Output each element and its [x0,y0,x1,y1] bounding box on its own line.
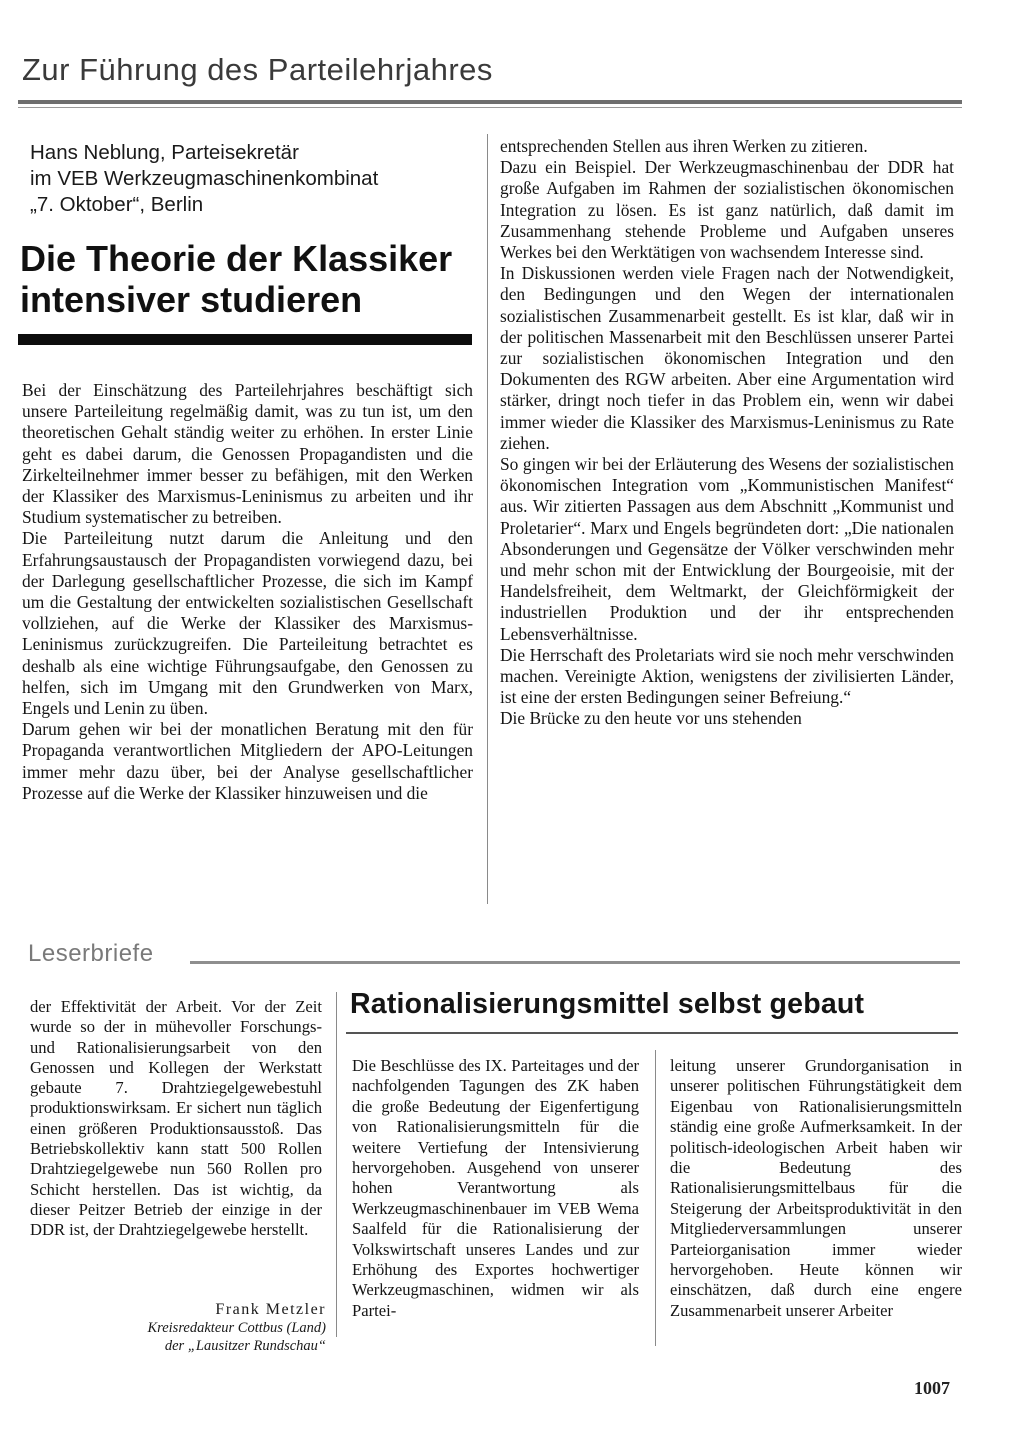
rationalisierung-column-2: leitung unserer Grundorganisation in unserer politischen Führungstätigkeit dem Eigenbau von Rationalisierungsmitteln ständig eine große Aufmerksamkeit. In der politisch-ideologischen Arbeit haben wir die Bedeutung des Rationalisierungsmittelbaus für die Steigerung der Arbeitsproduktivität in den Mitgliederversammlungen unserer Parteiorganisation immer wieder hervorgehoben. Heute können wir einschätzen, daß durch eine engere Zusammenarbeit unserer Arbeiter [670,1056,962,1320]
paragraph: Dazu ein Beispiel. Der Werkzeugmaschinenbau der DDR hat große Aufgaben im Rahmen der sozialistischen ökonomischen Integration zu lösen. Es ist ganz natürlich, daß damit im Zusammenhang stehende Probleme und Aufgaben unseres Werkes bei den Werktätigen von wachsendem Interesse sind. [500,157,954,263]
letter-divider [336,992,337,1337]
paragraph: Bei der Einschätzung des Parteilehrjahres beschäftigt sich unsere Parteileitung regelmäßig damit, was zu tun ist, um den theoretischen Gehalt ständig weiter zu erhöhen. In erster Linie geht es dabei darum, die Genossen Propagandisten und die Zirkelteilnehmer immer besser zu befähigen, mit den Werken der Klassiker des Marxismus-Leninismus zu arbeiten und ihr Studium systematischer zu betreiben. [22,380,473,528]
article-column-right [500,136,954,730]
byline-line-1: Hans Neblung, Parteisekretär [30,141,299,164]
paragraph: Darum gehen wir bei der monatlichen Beratung mit den für Propaganda verantwortlichen Mitgliedern der APO-Leitungen immer mehr dazu über, bei der Analyse gesellschaftlicher Prozesse auf die Werke der Klassiker hinzuweisen und die [22,719,473,803]
headline-bar [18,334,472,345]
paragraph: So gingen wir bei der Erläuterung des Wesens der sozialistischen ökonomischen Integration vom „Kommunistischen Manifest“ aus. Wir zitierten Passagen aus dem Abschnitt „Kommunist und Proletarier“. Marx und Engels begründeten dort: „Die nationalen Absonderungen und Gegensätze der Völker verschwinden mehr und mehr schon mit der Entwicklung der Bourgeoisie, mit der Handelsfreiheit, dem Weltmarkt, der Gleichförmigkeit der industriellen Produktion und der ihr entsprechenden Lebensverhältnisse. [500,454,954,644]
byline-line-2: im VEB Werkzeugmaschinenkombinat [30,167,379,190]
signature-role-line-2: der „Lausitzer Rundschau“ [164,1338,326,1354]
byline-line-3: „7. Oktober“, Berlin [30,193,204,216]
paragraph: In Diskussionen werden viele Fragen nach der Notwendigkeit, den Bedingungen und den Wegen der internationalen sozialistischen Zusammenarbeit gestellt. Es ist klar, daß wir in der politischen Massenarbeit mit den Beschlüssen unserer Partei zur sozialistischen ökonomischen Integration und den Dokumenten des RGW arbeiten. Aber eine Argumentation wird stärker, dringt noch tiefer in das Problem ein, wenn wir dabei immer wieder die Klassiker des Marxismus-Leninismus zu Rate ziehen. [500,263,954,453]
header-rule-thin [18,107,962,108]
rationalisierung-headline: Rationalisierungsmittel selbst gebaut [350,988,865,1020]
paragraph: entsprechenden Stellen aus ihren Werken zu zitieren. [500,136,868,156]
letters-section-label: Leserbriefe [28,940,154,967]
rationalisierung-rule [346,1032,958,1034]
rationalisierung-divider [655,1050,656,1346]
article-headline: Die Theorie der Klassiker intensiver studieren [20,238,453,320]
section-title: Zur Führung des Parteilehrjahres [22,52,493,87]
letter-signature [140,1301,326,1355]
byline [30,140,470,218]
rationalisierung-column-1: Die Beschlüsse des IX. Parteitages und der nachfolgenden Tagungen des ZK haben die große Bedeutung der Eigenfertigung von Rationalisierungsmitteln für die weitere Vertiefung der Intensivierung hervorgehoben. Ausgehend von unserer hohen Verantwortung als Werkzeugmaschinenbauer im VEB Wema Saalfeld für die Rationalisierung der Volkswirtschaft unseres Landes und zur Erhöhung des Exportes hochwertiger Werkzeugmaschinen, widmen wir als Partei- [352,1056,639,1320]
page-number: 1007 [914,1378,950,1398]
column-divider [487,134,488,904]
letters-rule [190,961,960,964]
article-column-left [22,380,473,804]
signature-role [140,1319,326,1355]
signature-role-line-1: Kreisredakteur Cottbus (Land) [147,1320,326,1336]
signature-name: Frank Metzler [215,1301,326,1318]
paragraph: Die Brücke zu den heute vor uns stehenden [500,708,802,729]
header-rule [18,100,962,104]
paragraph: Die Parteileitung nutzt darum die Anleitung und den Erfahrungsaustausch der Propagandisten vorwiegend dazu, bei der Darlegung gesellschaftlicher Prozesse, die sich im Kampf um die Gestaltung der entwickelten sozialistischen Gesellschaft vollziehen, auf die Werke der Klassiker des Marxismus-Leninismus zurückzugreifen. Die Parteileitung betrachtet es deshalb als eine wichtige Führungsaufgabe, den Genossen zu helfen, sich im Umgang mit den Grundwerken von Marx, Engels und Lenin zu üben. [22,528,473,719]
paragraph: Die Herrschaft des Proletariats wird sie noch mehr verschwinden machen. Vereinigte Aktion, wenigstens der zivilisierten Länder, ist eine der ersten Bedingungen seiner Befreiung.“ [500,644,954,708]
letter-text: der Effektivität der Arbeit. Vor der Zeit wurde so der in mühevoller Forschungs- und Rationalisierungsarbeit von den Genossen und Kollegen der Werkstatt gebaute 7. Drahtziegelgewebestuhl produktionswirksam. Er sichert nun täglich einen größeren Produktionsausstoß. Das Betriebskollektiv kann statt 500 Rollen Drahtziegelgewebe nun 560 Rollen pro Schicht herstellen. Das ist wichtig, da dieser Peitzer Betrieb der einzige in der DDR ist, der Drahtziegelgewebe herstellt. [30,997,322,1240]
